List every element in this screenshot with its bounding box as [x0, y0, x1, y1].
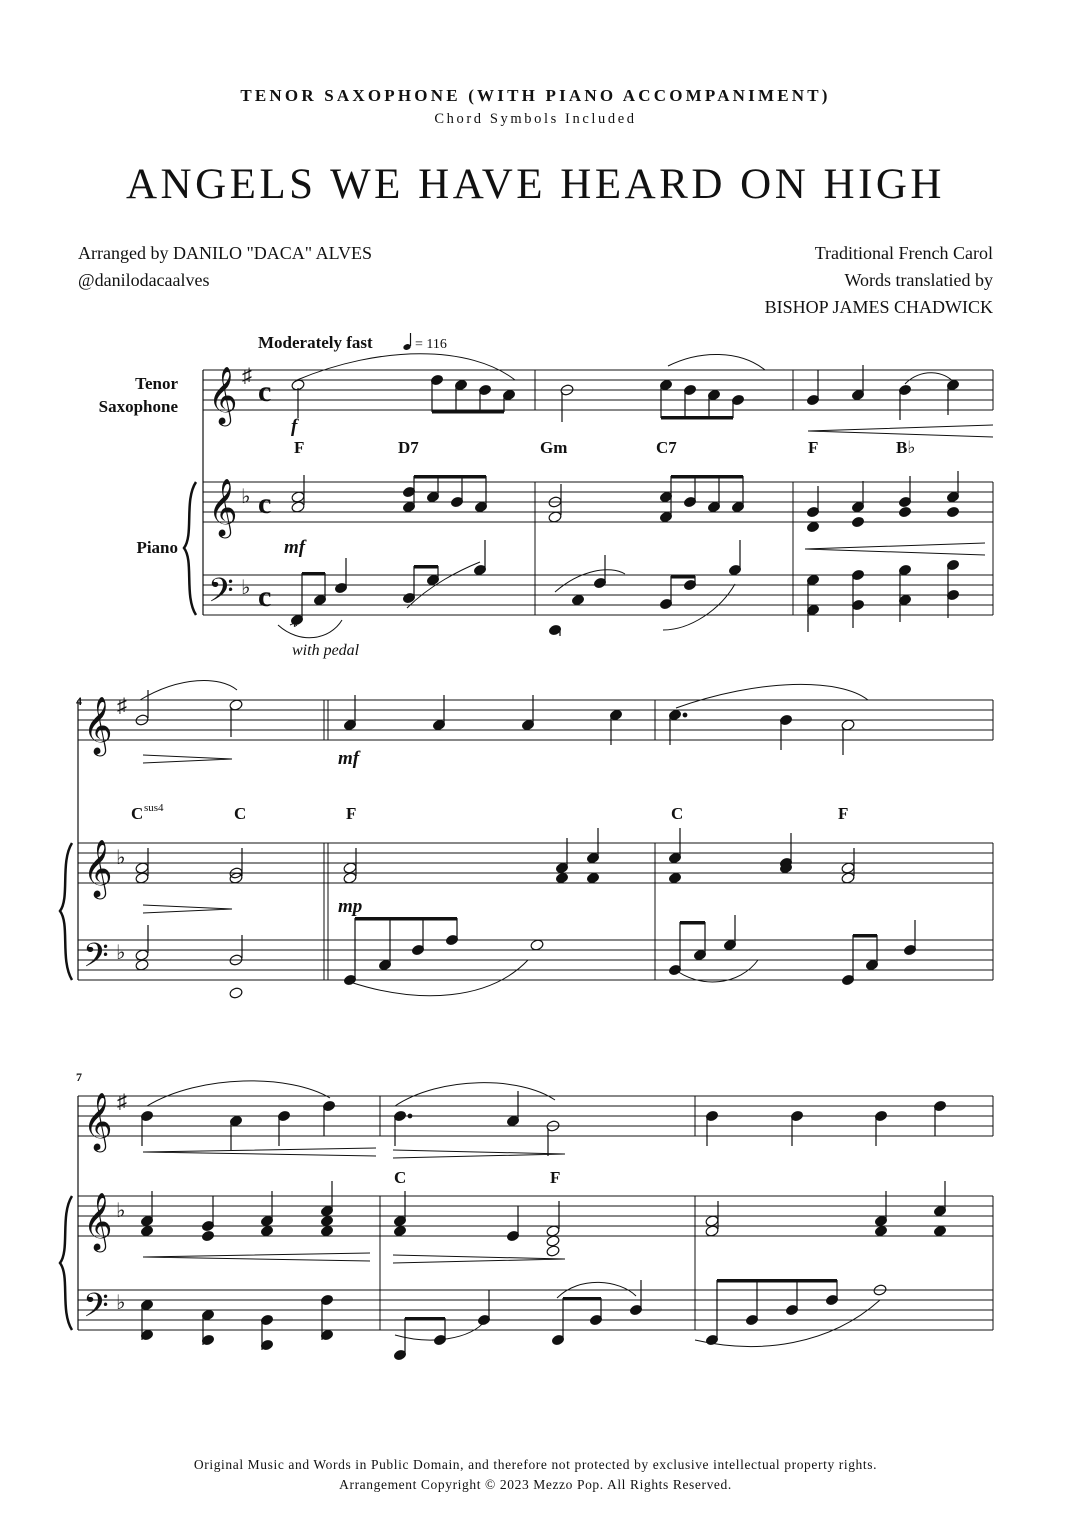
time-signature: c: [258, 375, 272, 408]
footer-line-1: Original Music and Words in Public Domain, and therefore not protected by exclusive intellectual property rights.: [193, 1457, 878, 1472]
piano-brace-icon: [60, 1196, 72, 1330]
flat-icon: ♭: [116, 1292, 126, 1314]
dynamic-mf: mf: [284, 537, 306, 558]
crescendo-hairpin: [143, 1253, 370, 1261]
clefs: [83, 367, 238, 1332]
chord-symbol: B♭: [896, 438, 916, 457]
copyright-footer: [0, 1455, 1071, 1495]
arranger-credit: Arranged by DANILO "DACA" ALVES: [78, 243, 373, 263]
score-subtitle: TENOR SAXOPHONE (WITH PIANO ACCOMPANIMENT): [240, 86, 831, 105]
arranger-handle: @danilodacaalves: [78, 270, 210, 290]
crescendo-hairpin: [805, 543, 985, 555]
crescendo-hairpin: [808, 425, 993, 437]
bass-clef-icon: 𝄢: [83, 937, 109, 982]
piano-treble-staff-1: [203, 482, 993, 522]
decrescendo-hairpin: [393, 1255, 565, 1263]
bass-clef-icon: 𝄢: [83, 1287, 109, 1332]
sharp-icon: ♯: [117, 695, 127, 717]
chord-symbol: D7: [398, 438, 419, 457]
crescendo-hairpin: [143, 1148, 376, 1156]
translator-credit: BISHOP JAMES CHADWICK: [764, 297, 993, 317]
chord-symbol: C: [131, 804, 144, 823]
tempo-marking: Moderately fast: [258, 333, 373, 352]
dynamic-mp: mp: [338, 896, 363, 917]
quarter-note-icon: [402, 333, 411, 351]
piano-brace-icon: [60, 843, 72, 980]
dynamic-mf: mf: [338, 748, 360, 769]
treble-clef-icon: 𝄞: [208, 479, 238, 535]
pedal-marking: with pedal: [292, 642, 360, 659]
tempo-value: = 116: [415, 337, 447, 352]
flat-icon: ♭: [241, 486, 251, 508]
flat-icon: ♭: [116, 847, 126, 869]
treble-clef-icon: 𝄞: [83, 697, 113, 753]
score-subtitle-chords: Chord Symbols Included: [434, 111, 637, 127]
piano-brace-icon: [184, 482, 196, 615]
sax-staff-1: [203, 370, 993, 410]
treble-clef-icon: 𝄞: [83, 840, 113, 896]
footer-line-2: Arrangement Copyright © 2023 Mezzo Pop. All Rights Reserved.: [339, 1477, 732, 1492]
chord-symbol: C: [671, 804, 684, 823]
time-signature: c: [258, 487, 272, 520]
flat-icon: ♭: [116, 942, 126, 964]
sharp-icon: ♯: [117, 1091, 127, 1113]
piano-bass-staff-3: [78, 1290, 993, 1330]
treble-clef-icon: 𝄞: [83, 1193, 113, 1249]
piano-treble-staff-2: [78, 843, 993, 883]
instrument-label-piano: Piano: [136, 538, 178, 557]
chord-symbol: F: [838, 804, 849, 823]
chord-symbol: F: [550, 1168, 561, 1187]
flat-icon: ♭: [241, 577, 251, 599]
chord-symbol: F: [808, 438, 819, 457]
chord-suffix: sus4: [144, 802, 164, 814]
words-credit: Words translatied by: [844, 270, 993, 290]
measure-number: 4: [76, 694, 82, 708]
measure-number: 7: [76, 1070, 82, 1084]
instrument-label-sax-2: Saxophone: [98, 397, 178, 416]
chord-symbol: F: [346, 804, 357, 823]
score-title: ANGELS WE HAVE HEARD ON HIGH: [125, 161, 945, 208]
flat-icon: ♭: [116, 1200, 126, 1222]
sax-staff-3: [78, 1096, 993, 1136]
time-signature: c: [258, 580, 272, 613]
sharp-icon: ♯: [242, 365, 252, 387]
piano-treble-staff-3: [78, 1196, 993, 1236]
treble-clef-icon: 𝄞: [208, 367, 238, 423]
chord-symbol: C: [234, 804, 247, 823]
chord-symbol: F: [294, 438, 305, 457]
origin-credit: Traditional French Carol: [814, 243, 993, 263]
dynamic-f: f: [291, 416, 298, 437]
sax-staff-2: [78, 700, 993, 740]
treble-clef-icon: 𝄞: [83, 1093, 113, 1149]
bass-clef-icon: 𝄢: [208, 572, 234, 617]
chord-symbol: Gm: [540, 438, 568, 457]
decrescendo-hairpin: [143, 755, 232, 763]
chord-symbol: C7: [656, 438, 677, 457]
decrescendo-hairpin: [393, 1150, 565, 1158]
instrument-label-sax-1: Tenor: [135, 374, 178, 393]
notes-system2: [135, 690, 917, 999]
chord-symbol: C: [394, 1168, 407, 1187]
piano-bass-staff-2: [78, 940, 993, 980]
decrescendo-hairpin: [143, 905, 232, 913]
